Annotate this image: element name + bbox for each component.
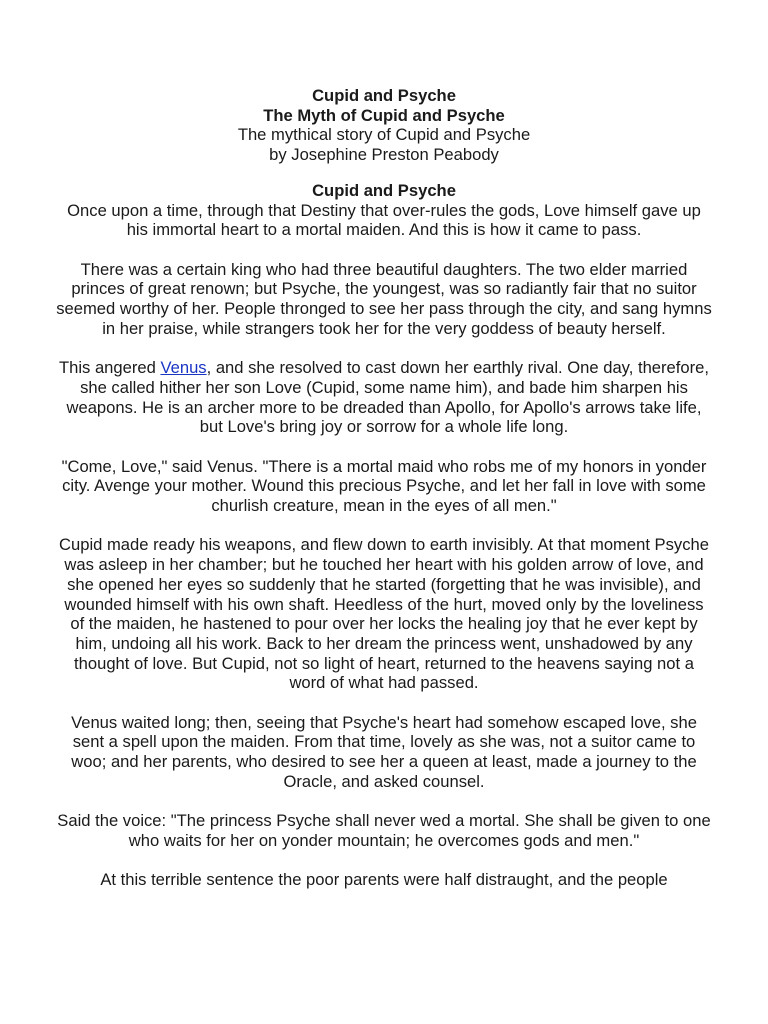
paragraph-5: Cupid made ready his weapons, and flew down to earth invisibly. At that moment Psyche was asleep in her chamber; but he touched her heart with his golden arrow of love, and she opened her eyes so suddenly that he started (forgetting that he was invisible), and wounded himself with his own shaft. Heedless of the hurt, moved only by the loveliness of the maiden, he hastened to pour over her locks the healing joy that he ever kept by him, undoing all his work. Back to her dream the princess went, unshadowed by any thought of love. But Cupid, not so light of heart, returned to the heavens saying not a word of what had passed.: [59, 535, 709, 693]
document-byline: by Josephine Preston Peabody: [269, 145, 499, 165]
document-header: [56, 86, 712, 165]
document-title: Cupid and Psyche: [312, 86, 456, 105]
paragraph-3: [56, 358, 712, 437]
document-description: The mythical story of Cupid and Psyche: [237, 125, 531, 145]
paragraph-4: "Come, Love," said Venus. "There is a mortal maid who robs me of my honors in yonder city. Avenge your mother. Wound this precious Psyche, and let her fall in love with some churlish creature, mean in the eyes of all men.": [61, 456, 707, 516]
paragraph-1: Once upon a time, through that Destiny that over-rules the gods, Love himself gave up his immortal heart to a mortal maiden. And this is how it came to pass.: [67, 200, 701, 240]
paragraph-8: At this terrible sentence the poor parents were half distraught, and the people: [100, 870, 668, 890]
paragraph-3-lead: This angered: [59, 358, 161, 378]
paragraph-2: There was a certain king who had three beautiful daughters. The two elder married princes of great renown; but Psyche, the youngest, was so radiantly fair that no suitor seemed worthy of her. People thronged to see her pass through the city, and sang hymns in her praise, while strangers took her for the very goddess of beauty herself.: [56, 259, 712, 338]
paragraph-6: Venus waited long; then, seeing that Psyche's heart had somehow escaped love, she sent a spell upon the maiden. From that time, lovely as she was, not a suitor came to woo; and her parents, who desired to see her a queen at least, made a journey to the Oracle, and asked counsel.: [71, 712, 697, 791]
venus-link[interactable]: Venus: [160, 358, 207, 378]
section-title: Cupid and Psyche: [312, 180, 456, 200]
paragraph-3-rest: , and she resolved to cast down her earthly rival. One day, therefore, she called hither her son Love (Cupid, some name him), and bade him sharpen his weapons. He is an archer more to be dreaded than Apollo, for Apollo's arrows take life, but Love's bring joy or sorrow for a whole life long.: [66, 358, 709, 437]
document-subtitle-title: The Myth of Cupid and Psyche: [263, 105, 505, 125]
paragraph-7: Said the voice: "The princess Psyche shall never wed a mortal. She shall be given to one who waits for her on yonder mountain; he overcomes gods and men.": [57, 811, 711, 850]
